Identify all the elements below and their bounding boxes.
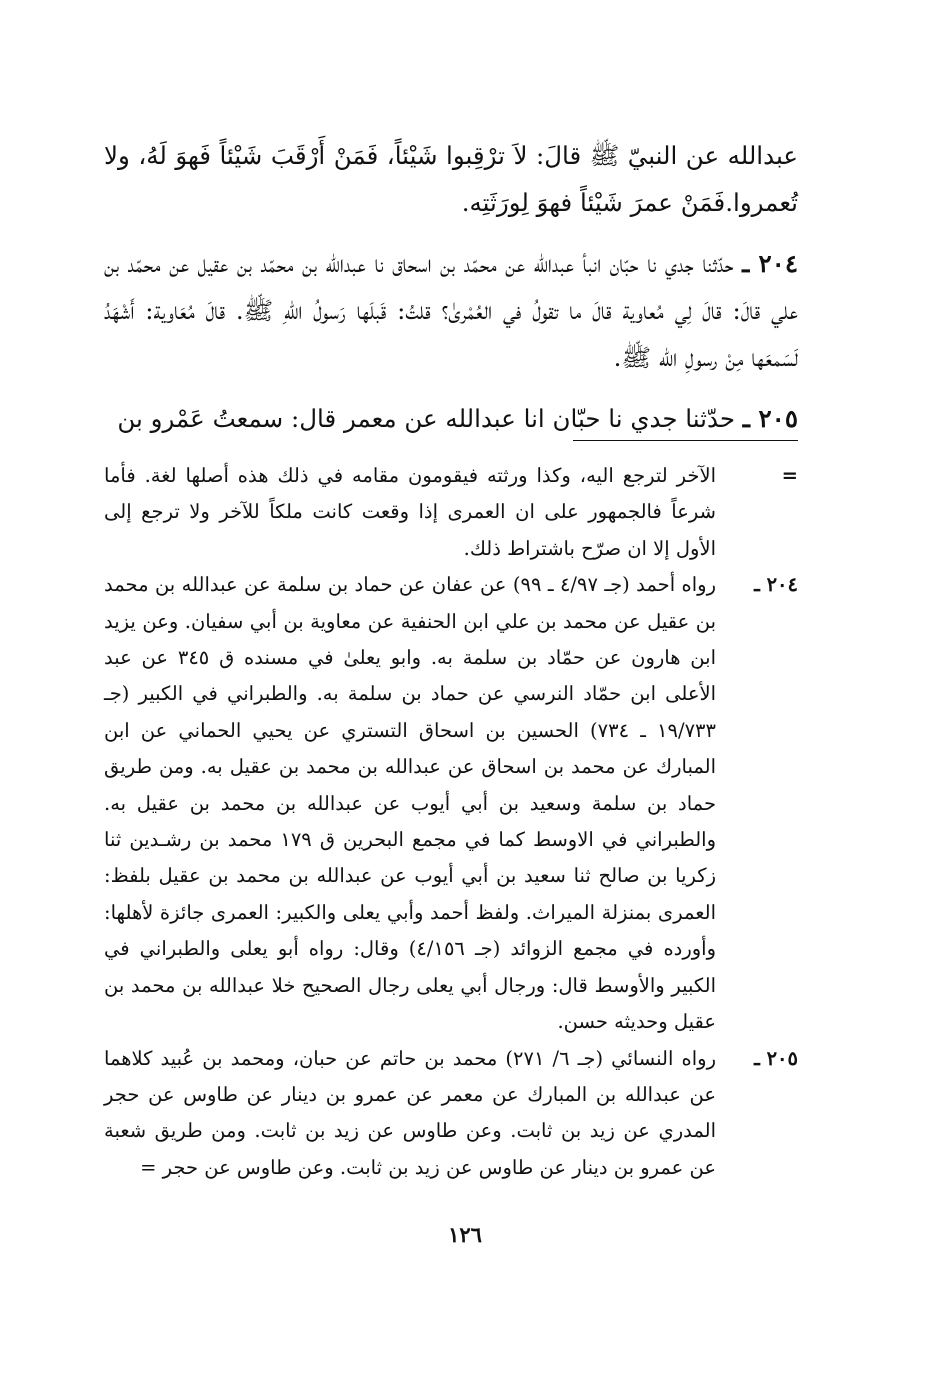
footnote-text: رواه النسائي (جـ ٦/ ٢٧١) محمد بن حاتم عن حبان، ومحمد بن عُبيد كلاهما عن عبدالله بن المبارك عن معمر عن عمرو بن دينار عن طاوس عن حجر المدري عن زيد بن ثابت. وعن طاوس عن زيد بن ثابت. ومن طريق شعبة عن عمرو بن دينار عن طاوس عن زيد بن ثابت. وعن طاوس عن حجر =: [104, 1046, 716, 1179]
paragraph-text: حدّثنا جدي نا حبّان انا عبدالله عن معمر قال: سمعتُ عَمْرو بن: [117, 404, 735, 433]
paragraph-continuation: [104, 132, 798, 226]
paragraph-204: [104, 240, 798, 381]
main-text: [104, 132, 798, 456]
hadith-number: ٢٠٥ ـ: [742, 404, 798, 433]
footnote-marker: =: [781, 464, 798, 487]
footnotes: [104, 458, 798, 1186]
paragraph-205: [104, 395, 798, 442]
footnote-number: ٢٠٥ ـ: [754, 1046, 798, 1070]
paragraph-text: عبدالله عن النبيّ ﷺ قالَ: لاَ ترْقِبوا شَيْئاً، فَمَنْ أَرْقَبَ شَيْئاً فَهوَ لَهُ، ولا تُعمروا.فَمَنْ عمرَ شَيْئاً فهوَ لِورَثَتِه.: [104, 141, 798, 217]
footnote-number: ٢٠٤ ـ: [754, 573, 798, 597]
footnote-205: [104, 1041, 798, 1187]
footnote-204: [104, 567, 798, 1040]
page-number: ١٢٦: [448, 1222, 482, 1247]
footnote-text: الآخر لترجع اليه، وكذا ورثته فيقومون مقامه في ذلك هذه أصلها لغة. فأما شرعاً فالجمهور على ان العمرى إذا وقعت كانت ملكاً للآخر ولا ترجع إلى الأول إلا ان صرّح باشتراط ذلك.: [104, 464, 716, 560]
paragraph-text: حدّثنا جدي نا حبّان انبأ عبدالله عن محمّد بن اسحاق نا عبدالله بن محمّد بن عقيل عن محمّد بن علي قالَ: قالَ لِي مُعاوية قالَ ما تقولُ في العُمْرىٰ؟ قلتُ: قَبلَها رَسولُ اللهِ ﷺ. قالَ مُعَاوية: أَشْهَدُ لَسَمعَها مِنْ رسولِ الله ﷺ.: [104, 249, 798, 372]
footnote-divider: [573, 440, 798, 441]
footnote-text: رواه أحمد (جـ ٤/٩٧ ـ ٩٩) عن عفان عن حماد بن سلمة عن عبدالله بن محمد بن عقيل عن محمد بن علي ابن الحنفية عن معاوية بن أبي سفيان. وعن يزيد ابن هارون عن حمّاد بن سلمة به. وابو يعلىٰ في مسنده ق ٣٤٥ عن عبد الأعلى ابن حمّاد النرسي عن حماد بن سلمة به. والطبراني في الكبير (جـ ١٩/٧٣٣ ـ ٧٣٤) الحسين بن اسحاق التستري عن يحيي الحماني عن ابن المبارك عن محمد بن اسحاق عن عبدالله بن محمد بن عقيل به. ومن طريق حماد بن سلمة وسعيد بن أبي أيوب عن عبدالله بن محمد بن عقيل به. والطبراني في الاوسط كما في مجمع البحرين ق ١٧٩ محمد بن رشـدين ثنا زكريا بن صالح ثنا سعيد بن أبي أيوب عن عبدالله بن محمد بن عقيل بلفظ: العمرى بمنزلة الميراث. ولفظ أحمد وأبي يعلى والكبير: العمرى جائزة لأهلها: وأورده في مجمع الزوائد (جـ ٤/١٥٦) وقال: رواه أبو يعلى والطبراني في الكبير والأوسط قال: ورجال أبي يعلى رجال الصحيح خلا عبدالله بن محمد بن عقيل وحديثه حسن.: [104, 573, 717, 1034]
footnote-continuation: [104, 458, 798, 567]
hadith-number: ٢٠٤ ـ: [742, 249, 798, 278]
